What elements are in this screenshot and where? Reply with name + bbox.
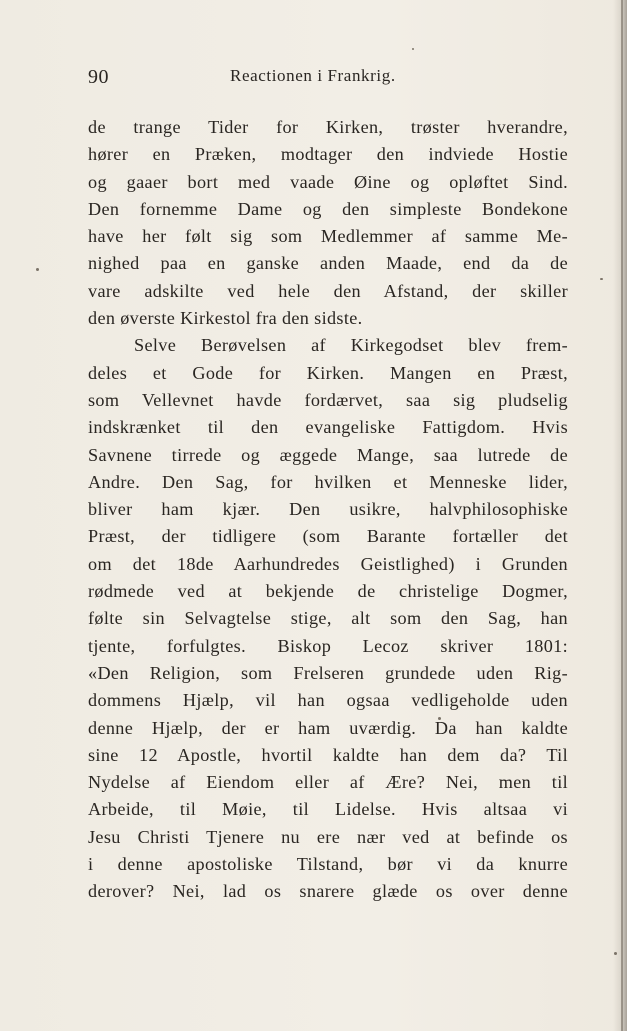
ink-speck xyxy=(614,952,617,955)
text-line: have her følt sig som Medlemmer af samme Me- xyxy=(88,226,568,247)
running-head: Reactionen i Frankrig. xyxy=(230,66,396,85)
text-line: deles et Gode for Kirken. Mangen en Præst, xyxy=(88,362,568,383)
text-line: de trange Tider for Kirken, trøster hverandre, xyxy=(88,117,568,137)
text-line: Arbeide, til Møie, til Lidelse. Hvis altsaa vi xyxy=(88,799,568,820)
page-edge-shadow xyxy=(613,0,627,1031)
text-line: «Den Religion, som Frelseren grundede uden Rig- xyxy=(88,662,568,683)
text-line: Den fornemme Dame og den simpleste Bondekone xyxy=(88,198,568,219)
text-line: vare adskilte ved hele den Afstand, der skiller xyxy=(88,280,568,301)
text-line: denne Hjælp, der er ham uværdig. Da han kaldte xyxy=(88,717,568,738)
page-edge-line xyxy=(621,0,623,1031)
text-line: derover? Nei, lad os snarere glæde os over denne xyxy=(88,881,568,902)
body-text xyxy=(88,114,568,906)
ink-speck xyxy=(412,48,414,50)
text-line: i denne apostoliske Tilstand, bør vi da knurre xyxy=(88,854,568,875)
page-number: 90 xyxy=(88,66,109,88)
text-line: bliver ham kjær. Den usikre, halvphilosophiske xyxy=(88,499,568,520)
ink-speck xyxy=(600,278,603,280)
text-line: nighed paa en ganske anden Maade, end da de xyxy=(88,253,568,274)
text-line: følte sin Selvagtelse stige, alt som den Sag, han xyxy=(88,608,568,629)
text-line: Andre. Den Sag, for hvilken et Menneske lider, xyxy=(88,471,568,492)
text-line: om det 18de Aarhundredes Geistlighed) i Grunden xyxy=(88,553,568,574)
text-line: indskrænket til den evangeliske Fattigdom. Hvis xyxy=(88,417,568,438)
text-line: som Vellevnet havde fordærvet, saa sig pludselig xyxy=(88,389,568,410)
text-line: Nydelse af Eiendom eller af Ære? Nei, men til xyxy=(88,772,568,793)
text-line: tjente, forfulgtes. Biskop Lecoz skriver 1801: xyxy=(88,635,568,656)
page-header xyxy=(88,66,568,90)
text-line: den øverste Kirkestol fra den sidste. xyxy=(88,308,363,329)
text-line: Jesu Christi Tjenere nu ere nær ved at befinde os xyxy=(88,826,568,847)
text-line: Præst, der tidligere (som Barante fortæller det xyxy=(88,526,568,547)
text-line: hører en Præken, modtager den indviede Hostie xyxy=(88,144,568,165)
text-line: dommens Hjælp, vil han ogsaa vedligeholde uden xyxy=(88,690,568,711)
text-line: rødmede ved at bekjende de christelige Dogmer, xyxy=(88,581,568,602)
text-line: og gaaer bort med vaade Øine og opløftet Sind. xyxy=(88,171,568,192)
text-line: Savnene tirrede og æggede Mange, saa lutrede de xyxy=(88,444,568,465)
text-line: Selve Berøvelsen af Kirkegodset blev frem- xyxy=(134,335,568,356)
ink-speck xyxy=(36,268,39,271)
text-line: sine 12 Apostle, hvortil kaldte han dem da? Til xyxy=(88,744,568,765)
